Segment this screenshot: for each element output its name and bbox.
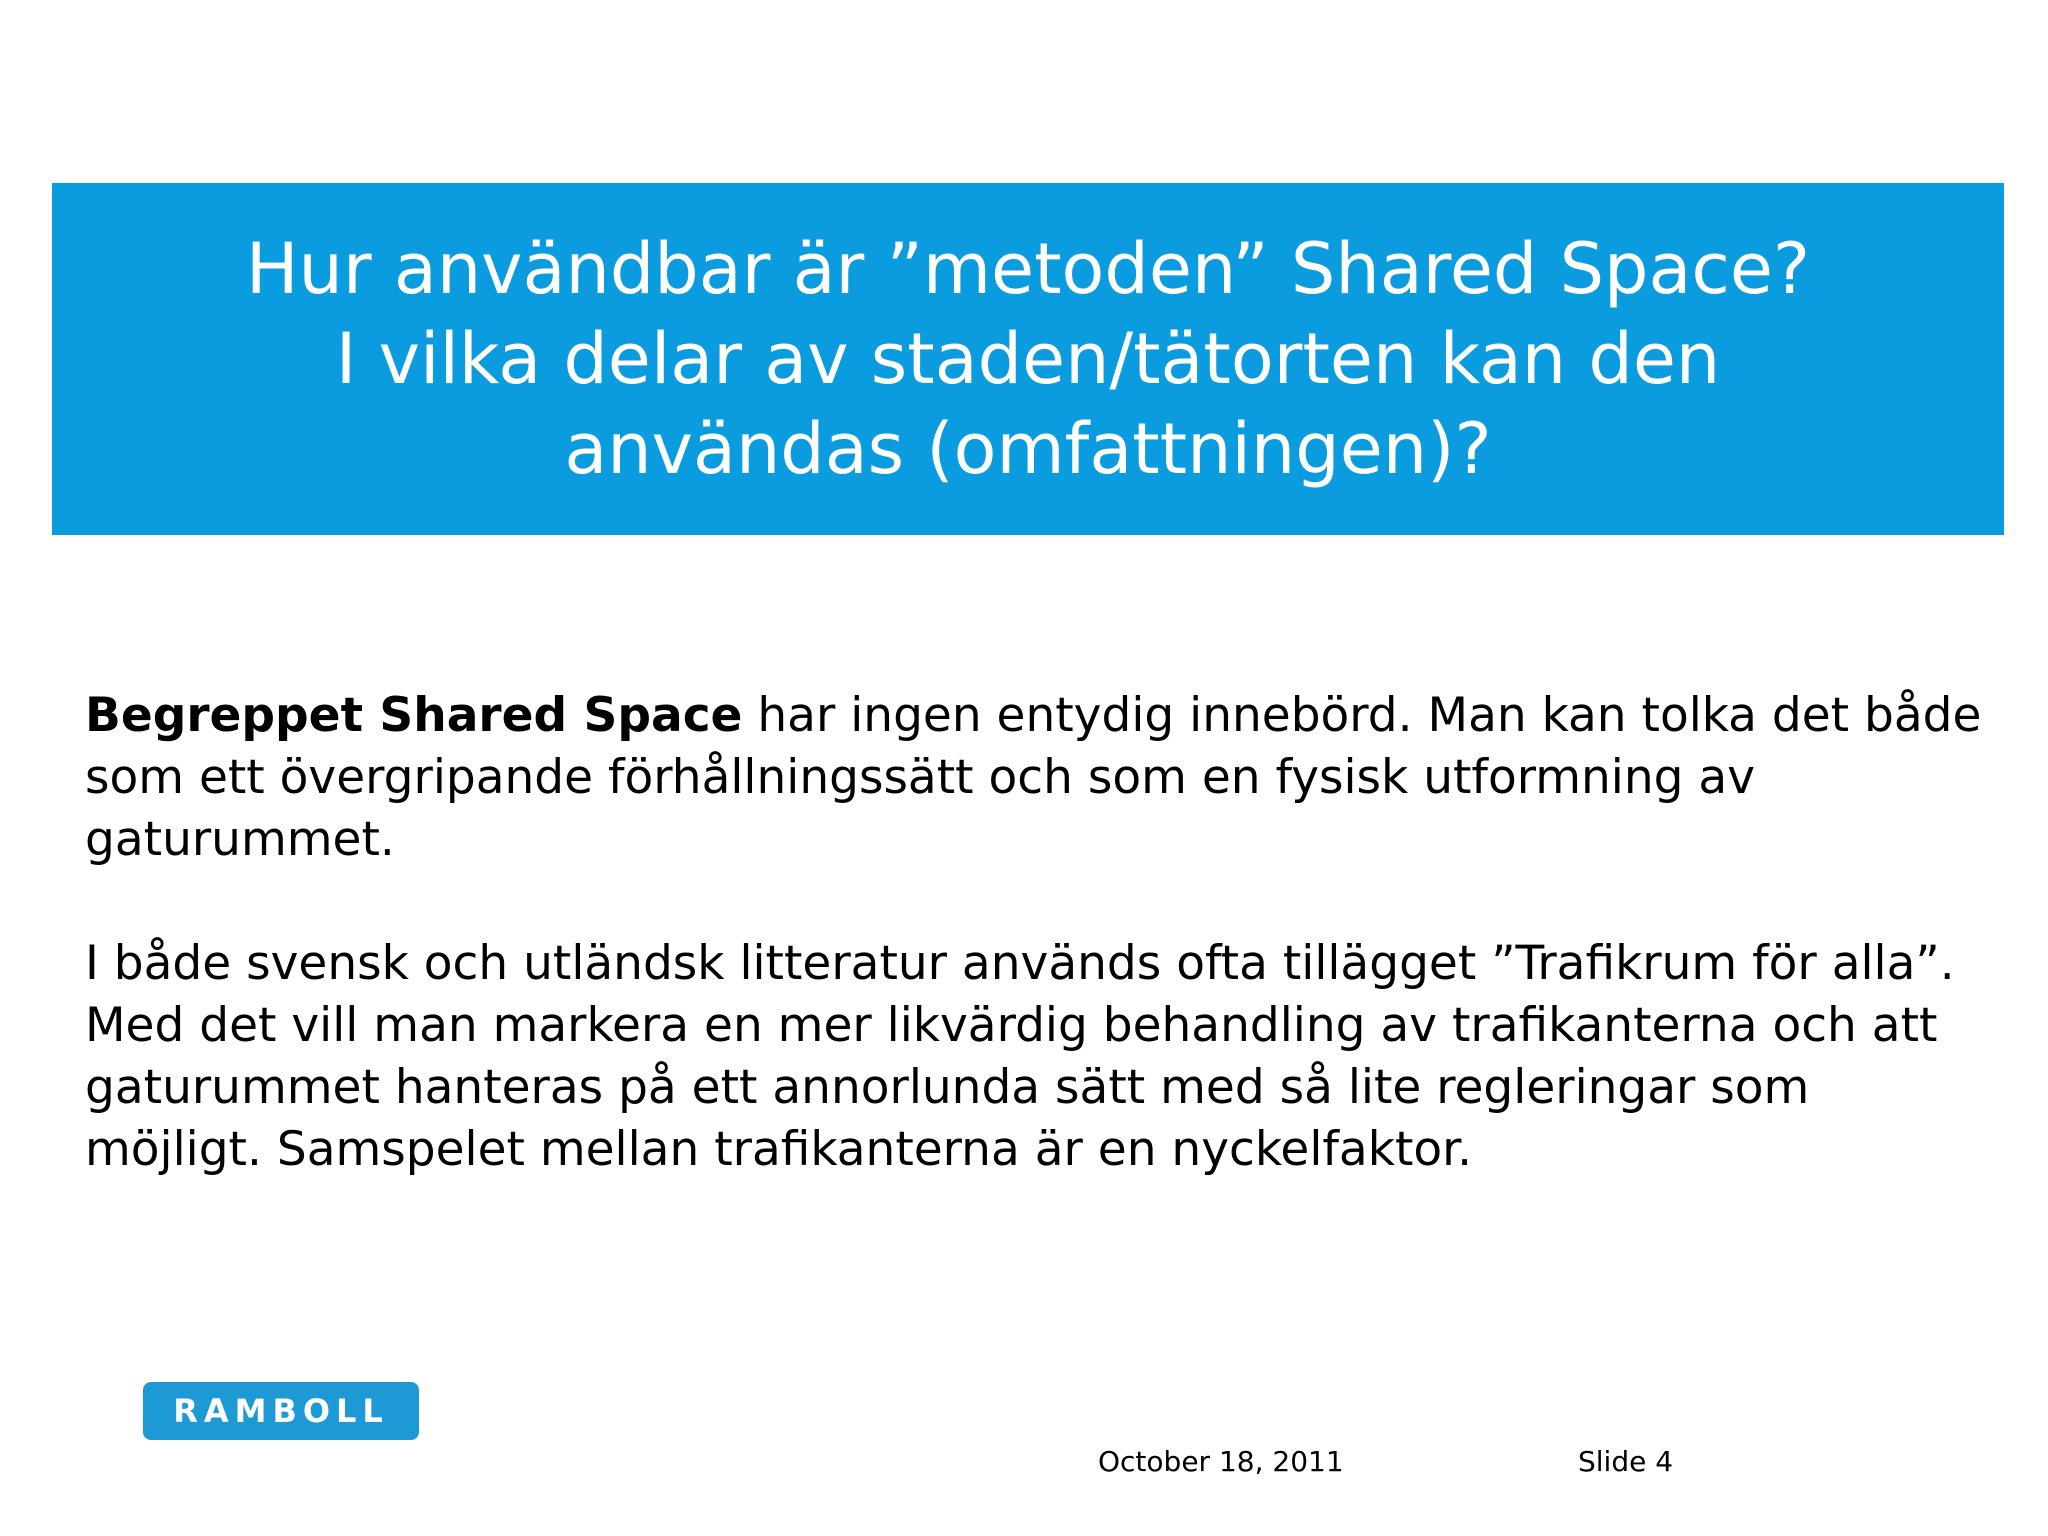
- slide-body: [85, 685, 1985, 1243]
- footer-slide-number: Slide 4: [1578, 1445, 1674, 1478]
- title-band: [52, 183, 2004, 535]
- slide-title: [206, 224, 1850, 494]
- ramboll-logo: [143, 1382, 419, 1440]
- title-line-2: I vilka delar av staden/tätorten kan den: [335, 318, 1721, 400]
- body-paragraph-1-bold: Begreppet Shared Space: [85, 688, 743, 743]
- title-line-1: Hur användbar är ”metoden” Shared Space?: [245, 228, 1811, 310]
- footer-date: October 18, 2011: [1098, 1445, 1344, 1478]
- logo-text: RAMBOLL: [173, 1392, 389, 1430]
- body-paragraph-2: I både svensk och utländsk litteratur används ofta tillägget ”Trafikrum för alla”. Med det vill man markera en mer likvärdig behandling av trafikanterna och att gaturummet hanteras på ett annorlunda sätt med så lite regleringar som möjligt. Samspelet mellan trafikanterna är en nyckelfaktor.: [85, 936, 1955, 1177]
- title-line-3: användas (omfattningen)?: [564, 408, 1492, 490]
- body-paragraph-1: [85, 685, 1985, 871]
- body-paragraph-1-text: har ingen entydig innebörd. Man kan tolka det både som ett övergripande förhållningssätt och som en fysisk utformning av gaturummet.: [85, 688, 1982, 867]
